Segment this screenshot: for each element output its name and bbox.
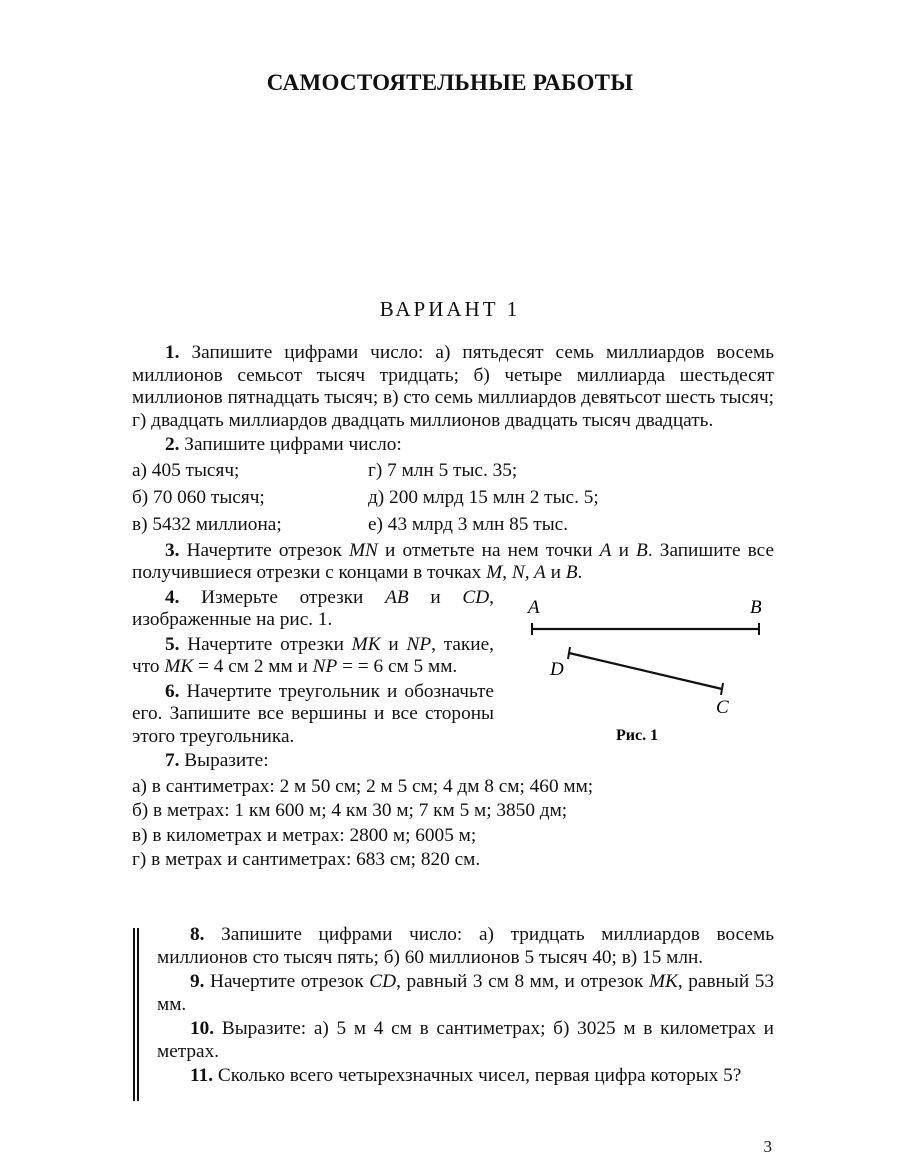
task-10-text: Выразите: а) 5 м 4 см в сантиметрах; б) 3025 м в километрах и метрах. [157, 1018, 774, 1062]
task-2-options [132, 457, 774, 538]
task-3-points: M, N, A [486, 562, 546, 583]
task-9-text: , равный 3 см 8 мм, и отрезок [396, 971, 649, 992]
task-1-number: 1. [165, 342, 180, 363]
figure-caption: Рис. 1 [616, 726, 659, 744]
task-4-text: и [408, 586, 463, 608]
task-3-text: и отметьте на нем точки [377, 539, 600, 561]
task-2-option: а) 405 тысяч; [132, 459, 240, 481]
task-7-item: в) в километрах и метрах: 2800 м; 6005 м; [132, 824, 477, 846]
page-title: САМОСТОЯТЕЛЬНЫЕ РАБОТЫ [266, 70, 634, 95]
label-a: A [528, 596, 540, 618]
margin-rule [137, 928, 139, 1101]
task-9-number: 9. [190, 971, 205, 992]
variant-heading: ВАРИАНТ 1 [379, 297, 521, 321]
task-1-text: Запишите цифрами число: а) пятьдесят семь миллиардов восемь миллионов семьсот тысяч тридцать; б) четыре миллиарда шестьдесят миллионов пятнадцать тысяч; в) сто семь миллиардов девятьсот шесть тысяч; г) двадцать миллиардов двадцать миллионов двадцать тысяч двадцать. [132, 342, 774, 431]
task-5-text: = 4 см 2 мм и [193, 656, 313, 677]
task-2-text: Запишите цифрами число: [184, 434, 402, 455]
task-2-row [132, 457, 774, 484]
task-3-point: B [565, 562, 578, 583]
tasks-4-6-block [132, 587, 774, 749]
tick-c [721, 683, 723, 695]
main-content [132, 342, 774, 873]
task-4-text: Измерьте отрезки [201, 586, 386, 608]
task-11-text: Сколько всего четырехзначных чисел, первая цифра которых 5? [217, 1065, 742, 1086]
task-7-number: 7. [165, 750, 180, 771]
task-5-text: и [380, 633, 407, 655]
task-3-segment: MN [348, 539, 378, 561]
task-5-segment: MK [351, 633, 381, 655]
task-4 [132, 587, 494, 632]
task-1 [132, 342, 774, 432]
task-9 [157, 971, 774, 1016]
task-7-text: Выразите: [184, 750, 269, 771]
task-3 [132, 540, 774, 585]
task-7-item: а) в сантиметрах: 2 м 50 см; 2 м 5 см; 4 дм 8 см; 460 мм; [132, 775, 594, 797]
margin-rule [133, 928, 135, 1101]
task-4-text: , изображенные на рис. 1. [132, 586, 494, 630]
task-9-segment: CD [369, 971, 397, 992]
tick-d [568, 647, 570, 659]
tasks-4-6-text [132, 587, 494, 749]
task-3-text: и [545, 562, 566, 583]
label-b: B [750, 596, 762, 618]
task-9-segment: MK [648, 971, 678, 992]
task-6-number: 6. [165, 680, 180, 702]
figure-1 [524, 587, 774, 757]
task-4-number: 4. [165, 586, 180, 608]
task-10 [157, 1018, 774, 1063]
task-6 [132, 681, 494, 749]
task-2-option: е) 43 млрд 3 млн 85 тыс. [368, 513, 569, 535]
task-5 [132, 634, 494, 679]
task-8-text: Запишите цифрами число: а) тридцать миллиардов восемь миллионов сто тысяч пять; б) 60 миллионов 5 тысяч 40; в) 15 млн. [157, 924, 774, 968]
task-3-number: 3. [165, 539, 180, 561]
task-3-point: B [636, 539, 648, 561]
task-3-text: и [611, 539, 637, 561]
task-5-segment: NP [312, 656, 338, 677]
task-5-segment: NP [406, 633, 432, 655]
task-5-text: , такие, что [132, 633, 494, 677]
task-3-text: . [577, 562, 583, 583]
task-2-number: 2. [165, 434, 180, 455]
task-2 [132, 434, 774, 457]
task-3-text: . Запишите все получившиеся отрезки с концами в точках [132, 539, 775, 583]
task-11 [157, 1065, 774, 1088]
label-d: D [550, 658, 564, 680]
label-c: C [716, 696, 729, 718]
task-5-segment: MK [164, 656, 194, 677]
task-2-option: б) 70 060 тысяч; [132, 486, 265, 508]
extra-tasks [157, 924, 774, 1088]
segment-cd [569, 653, 722, 689]
task-11-number: 11. [190, 1065, 214, 1086]
task-3-text: Начертите отрезок [186, 539, 349, 561]
task-9-text: , равный 53 мм. [157, 971, 774, 1015]
task-6-text: Начертите треугольник и обозначьте его. Запишите все вершины и все стороны этого треугольника. [132, 680, 494, 747]
task-8 [157, 924, 774, 969]
task-5-number: 5. [165, 633, 180, 655]
task-3-point: A [599, 539, 612, 561]
task-5-text: Начертите отрезки [187, 633, 352, 655]
task-8-number: 8. [190, 924, 205, 945]
task-2-option: в) 5432 миллиона; [132, 513, 282, 535]
task-2-option: д) 200 млрд 15 млн 2 тыс. 5; [368, 486, 599, 508]
task-9-text: Начертите отрезок [210, 971, 370, 992]
task-7-items [132, 775, 774, 873]
task-7-item: г) в метрах и сантиметрах: 683 см; 820 см. [132, 849, 481, 870]
task-2-row [132, 484, 774, 511]
task-10-number: 10. [190, 1018, 215, 1039]
task-4-segment: CD [462, 586, 490, 608]
task-2-option: г) 7 млн 5 тыс. 35; [368, 459, 518, 481]
task-5-text: = = 6 см 5 мм. [337, 656, 458, 677]
page-number: 3 [763, 1137, 772, 1156]
task-4-segment: AB [385, 586, 409, 608]
task-7-item: б) в метрах: 1 км 600 м; 4 км 30 м; 7 км 5 м; 3850 дм; [132, 800, 568, 821]
task-2-row [132, 511, 774, 538]
